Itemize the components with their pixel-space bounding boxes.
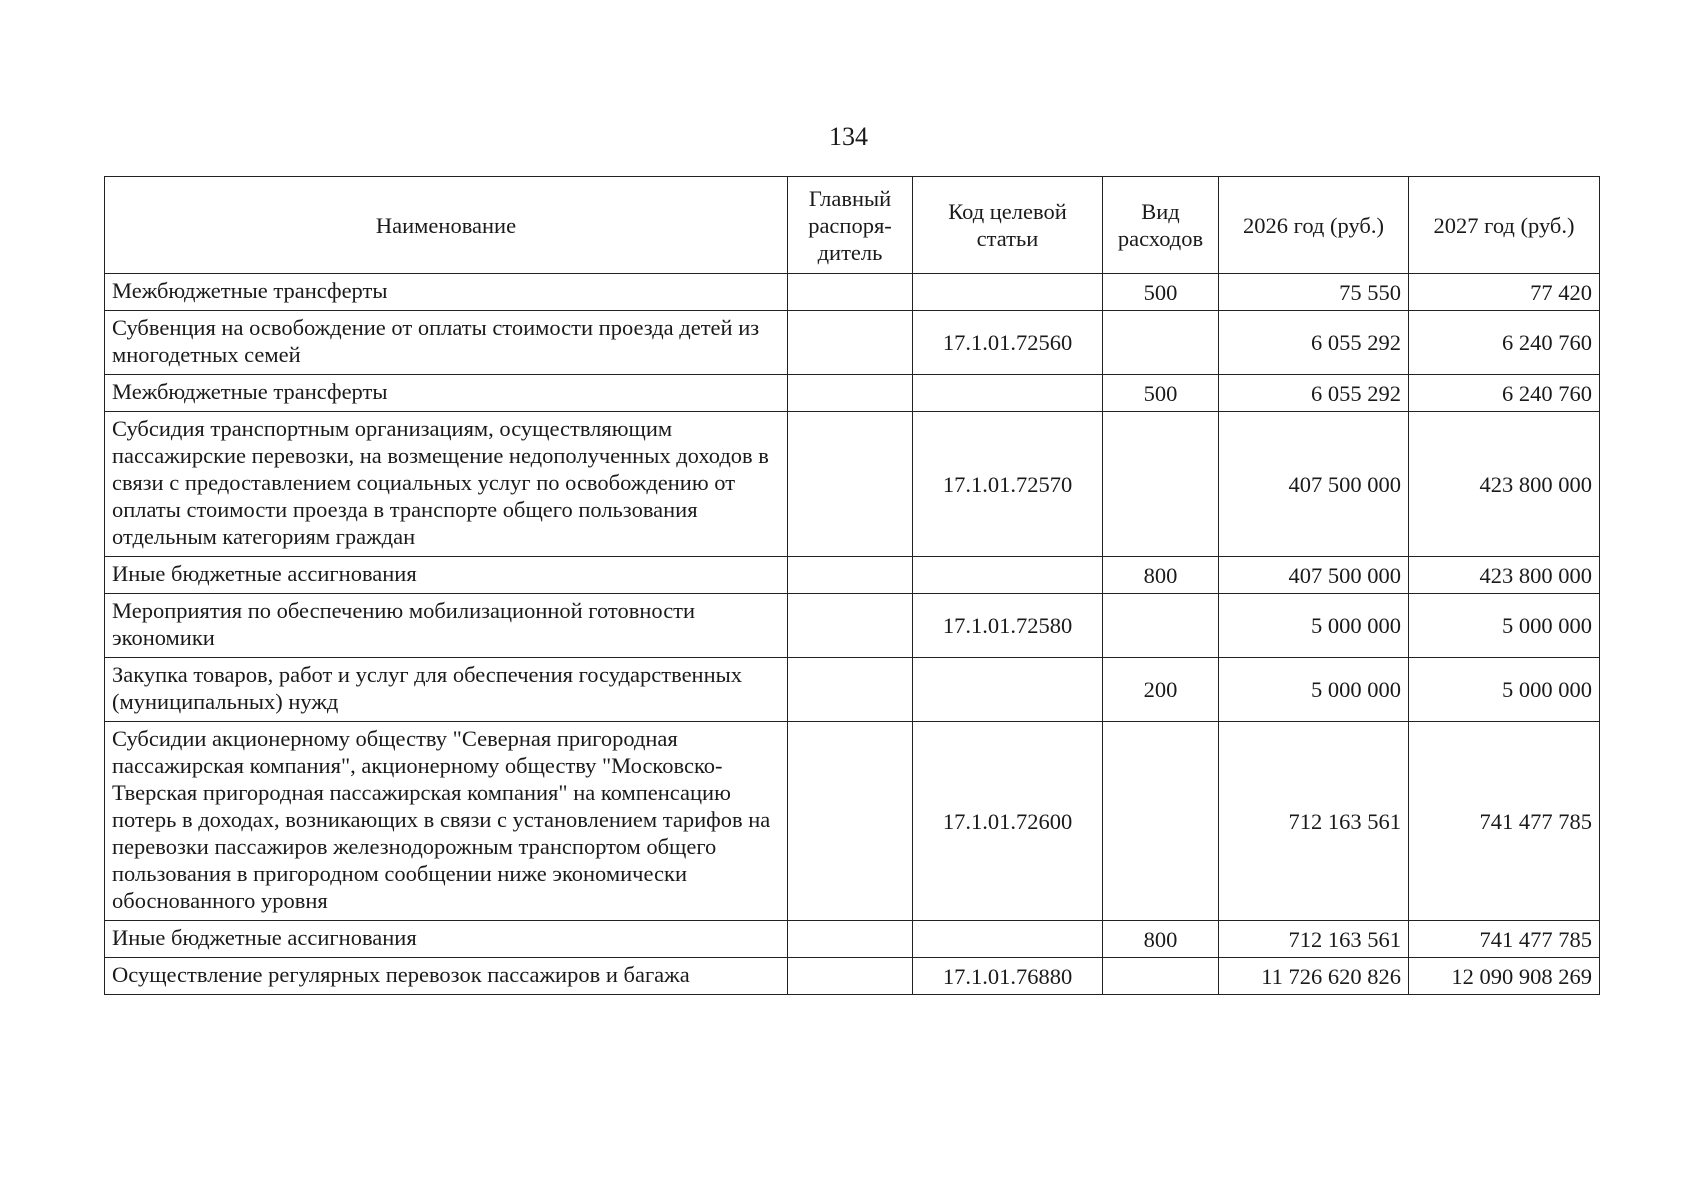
- row-code: [913, 921, 1103, 958]
- row-manager: [788, 557, 913, 594]
- header-name: Наименование: [105, 177, 788, 274]
- row-name: Субсидия транспортным организациям, осуществляющим пассажирские перевозки, на возмещение недополученных доходов в связи с предоставлением социальных услуг по освобождению от оплаты стоимости проезда в транспорте общего пользования отдельным категориям граждан: [105, 412, 788, 557]
- table-row: [105, 412, 1600, 557]
- row-manager: [788, 921, 913, 958]
- row-expense-type: 800: [1103, 557, 1219, 594]
- table-row: [105, 594, 1600, 658]
- table-row: [105, 958, 1600, 995]
- row-name: Иные бюджетные ассигнования: [105, 921, 788, 958]
- row-code: [913, 557, 1103, 594]
- row-name: Осуществление регулярных перевозок пассажиров и багажа: [105, 958, 788, 995]
- row-name: Субвенция на освобождение от оплаты стоимости проезда детей из многодетных семей: [105, 311, 788, 375]
- row-manager: [788, 722, 913, 921]
- table-row: [105, 921, 1600, 958]
- row-manager: [788, 958, 913, 995]
- row-manager: [788, 375, 913, 412]
- row-expense-type: [1103, 412, 1219, 557]
- row-amount-2027: 741 477 785: [1409, 921, 1600, 958]
- row-manager: [788, 311, 913, 375]
- row-name: Субсидии акционерному обществу "Северная пригородная пассажирская компания", акционерному обществу "Московско-Тверская пригородная пассажирская компания" на компенсацию потерь в доходах, возникающих в связи с установлением тарифов на перевозки пассажиров железнодорожным транспортом общего пользования в пригородном сообщении ниже экономически обоснованного уровня: [105, 722, 788, 921]
- header-year-2026: 2026 год (руб.): [1219, 177, 1409, 274]
- table-header-row: [105, 177, 1600, 274]
- row-amount-2027: 12 090 908 269: [1409, 958, 1600, 995]
- row-amount-2027: 5 000 000: [1409, 658, 1600, 722]
- row-expense-type: [1103, 594, 1219, 658]
- row-code: 17.1.01.72560: [913, 311, 1103, 375]
- header-expense-type: Вид расходов: [1103, 177, 1219, 274]
- row-manager: [788, 412, 913, 557]
- row-amount-2027: 77 420: [1409, 274, 1600, 311]
- row-amount-2027: 6 240 760: [1409, 375, 1600, 412]
- row-manager: [788, 274, 913, 311]
- row-amount-2027: 6 240 760: [1409, 311, 1600, 375]
- row-code: 17.1.01.76880: [913, 958, 1103, 995]
- table-row: [105, 658, 1600, 722]
- table-row: [105, 722, 1600, 921]
- row-amount-2026: 11 726 620 826: [1219, 958, 1409, 995]
- row-expense-type: [1103, 722, 1219, 921]
- header-code: Код целевой статьи: [913, 177, 1103, 274]
- row-code: [913, 658, 1103, 722]
- row-code: 17.1.01.72600: [913, 722, 1103, 921]
- table-row: [105, 274, 1600, 311]
- row-amount-2026: 712 163 561: [1219, 921, 1409, 958]
- row-code: 17.1.01.72570: [913, 412, 1103, 557]
- row-amount-2026: 712 163 561: [1219, 722, 1409, 921]
- row-name: Межбюджетные трансферты: [105, 274, 788, 311]
- table-row: [105, 375, 1600, 412]
- row-amount-2027: 5 000 000: [1409, 594, 1600, 658]
- row-expense-type: 200: [1103, 658, 1219, 722]
- page-number: 134: [829, 122, 868, 151]
- row-code: [913, 274, 1103, 311]
- row-amount-2026: 6 055 292: [1219, 311, 1409, 375]
- row-amount-2027: 423 800 000: [1409, 557, 1600, 594]
- row-manager: [788, 658, 913, 722]
- table-row: [105, 311, 1600, 375]
- row-amount-2026: 407 500 000: [1219, 557, 1409, 594]
- row-expense-type: 500: [1103, 375, 1219, 412]
- row-expense-type: [1103, 958, 1219, 995]
- row-amount-2026: 5 000 000: [1219, 658, 1409, 722]
- budget-table: [104, 176, 1600, 995]
- header-year-2027: 2027 год (руб.): [1409, 177, 1600, 274]
- row-manager: [788, 594, 913, 658]
- row-code: 17.1.01.72580: [913, 594, 1103, 658]
- row-code: [913, 375, 1103, 412]
- header-manager: Главный распоря-дитель: [788, 177, 913, 274]
- row-amount-2026: 75 550: [1219, 274, 1409, 311]
- row-amount-2026: 5 000 000: [1219, 594, 1409, 658]
- row-name: Межбюджетные трансферты: [105, 375, 788, 412]
- table-row: [105, 557, 1600, 594]
- row-name: Мероприятия по обеспечению мобилизационной готовности экономики: [105, 594, 788, 658]
- row-amount-2027: 741 477 785: [1409, 722, 1600, 921]
- row-amount-2027: 423 800 000: [1409, 412, 1600, 557]
- row-expense-type: 800: [1103, 921, 1219, 958]
- row-expense-type: [1103, 311, 1219, 375]
- row-expense-type: 500: [1103, 274, 1219, 311]
- row-amount-2026: 407 500 000: [1219, 412, 1409, 557]
- row-name: Закупка товаров, работ и услуг для обеспечения государственных (муниципальных) нужд: [105, 658, 788, 722]
- row-name: Иные бюджетные ассигнования: [105, 557, 788, 594]
- row-amount-2026: 6 055 292: [1219, 375, 1409, 412]
